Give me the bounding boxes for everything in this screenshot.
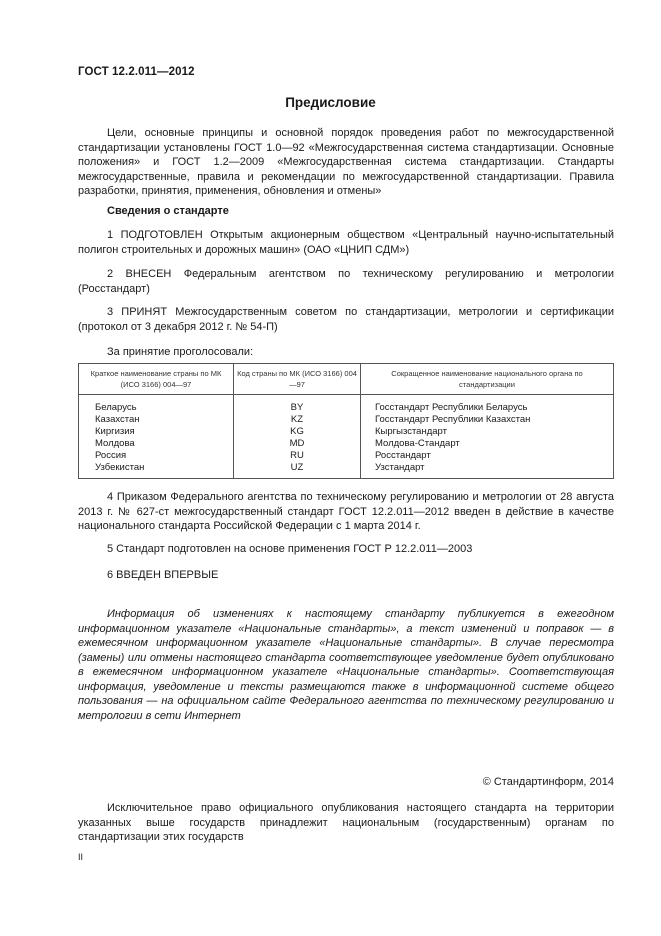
info-notice-paragraph: Информация об изменениях к настоящему стандарту публикуется в ежегодном информационном указателе «Национальные стандарты», а текст изменений и поправок — в ежемесячном информационном указателе «Национальные стандарты». В случае пересмотра (замены) или отмены настоящего стандарта соответствующее уведомление будет опубликовано в ежемесячном информационном указателе «Национальные стандарты». Соответствующая информация, уведомление и тексты размещаются также в информационной системе общего пользования — на официальном сайте Федерального агентства по техническому регулированию и метрологии в сети Интернет [78, 608, 614, 722]
item-1-paragraph: 1 ПОДГОТОВЛЕН Открытым акционерным обществом «Центральный научно-испытательный полигон строительных и дорожных машин» (ОАО «ЦНИП СДМ») [78, 229, 614, 256]
table-cell-body: Госстандарт Республики Беларусь [361, 395, 614, 415]
item-6-paragraph: 6 ВВЕДЕН ВПЕРВЫЕ [107, 569, 219, 581]
table-cell-code: UZ [234, 462, 361, 479]
voted-label: За принятие проголосовали: [107, 346, 254, 358]
table-row [79, 426, 614, 438]
table-cell-code: KG [234, 426, 361, 438]
table-cell-code: MD [234, 438, 361, 450]
table-header-code: Код страны по МК (ИСО 3166) 004—97 [234, 364, 361, 395]
table-cell-body: Кыргызстандарт [361, 426, 614, 438]
table-row [79, 462, 614, 479]
table-cell-code: BY [234, 395, 361, 415]
table-cell-country: Казахстан [79, 414, 234, 426]
table-row [79, 395, 614, 415]
table-cell-code: RU [234, 450, 361, 462]
table-cell-body: Узстандарт [361, 462, 614, 479]
table-cell-country: Молдова [79, 438, 234, 450]
item-5-paragraph: 5 Стандарт подготовлен на основе применения ГОСТ Р 12.2.011—2003 [107, 543, 473, 555]
table-row [79, 450, 614, 462]
document-id-header: ГОСТ 12.2.011—2012 [78, 66, 195, 78]
page-title: Предисловие [285, 95, 376, 110]
table-row [79, 438, 614, 450]
table-cell-body: Госстандарт Республики Казахстан [361, 414, 614, 426]
voting-table [78, 363, 614, 479]
table-cell-body: Росстандарт [361, 450, 614, 462]
table-cell-body: Молдова-Стандарт [361, 438, 614, 450]
table-row [79, 414, 614, 426]
item-4-paragraph: 4 Приказом Федерального агентства по техническому регулированию и метрологии от 28 августа 2013 г. № 627-ст межгосударственный стандарт ГОСТ 12.2.011—2012 введен в действие в качестве национального стандарта Российской Федерации с 1 марта 2014 г. [78, 491, 614, 532]
table-header-row [79, 364, 614, 395]
rights-notice-paragraph: Исключительное право официального опубликования настоящего стандарта на территории указанных выше государств принадлежит национальным (государственным) органам по стандартизации этих государств [78, 802, 614, 843]
table-cell-country: Россия [79, 450, 234, 462]
table-cell-country: Киргизия [79, 426, 234, 438]
table-cell-country: Узбекистан [79, 462, 234, 479]
item-2-paragraph: 2 ВНЕСЕН Федеральным агентством по техническому регулированию и метрологии (Росстандарт) [78, 268, 614, 295]
table-cell-country: Беларусь [79, 395, 234, 415]
copyright-notice: © Стандартинформ, 2014 [482, 776, 614, 788]
intro-paragraph: Цели, основные принципы и основной порядок проведения работ по межгосударственной стандартизации установлены ГОСТ 1.0—92 «Межгосударственная система стандартизации. Основные положения» и ГОСТ 1.2—2009 «Межгосударственная система стандартизации. Стандарты межгосударственные, правила и рекомендации по межгосударственной стандартизации. Правила разработки, принятия, применения, обновления и отмены» [78, 127, 614, 197]
table-cell-code: KZ [234, 414, 361, 426]
table-header-body: Сокращенное наименование национального органа по стандартизации [361, 364, 614, 395]
section-heading: Сведения о стандарте [107, 205, 229, 217]
table-header-country: Краткое наименование страны по МК (ИСО 3166) 004—97 [79, 364, 234, 395]
page-number: II [78, 852, 84, 862]
item-3-paragraph: 3 ПРИНЯТ Межгосударственным советом по стандартизации, метрологии и сертификации (протокол от 3 декабря 2012 г. № 54-П) [78, 306, 614, 333]
